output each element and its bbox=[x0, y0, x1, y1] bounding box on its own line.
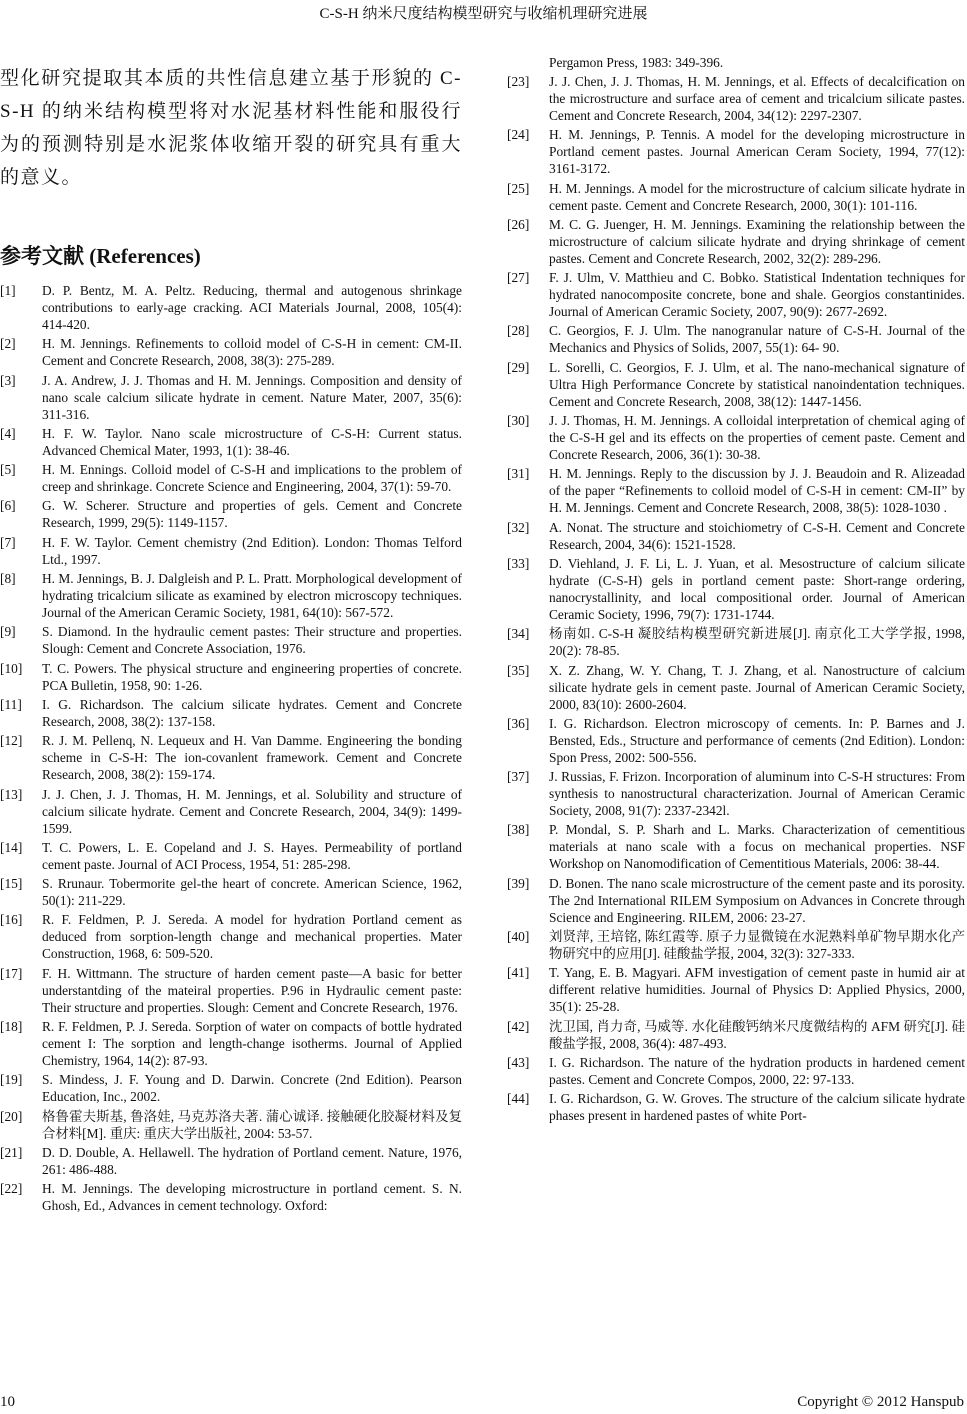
page-number: 10 bbox=[0, 1394, 15, 1410]
reference-text: J. Russias, F. Frizon. Incorporation of aluminum into C-S-H structures: From synthesis to nanostructural characterization. Journal of American Ceramic Society, 2008, 91(7): 2337-2342l. bbox=[549, 769, 965, 819]
copyright: Copyright © 2012 Hanspub bbox=[797, 1394, 964, 1410]
reference-text: S. Mindess, J. F. Young and D. Darwin. Concrete (2nd Edition). Pearson Education, Inc., 2002. bbox=[42, 1072, 462, 1105]
reference-list-right bbox=[507, 73, 965, 1124]
reference-text: 沈卫国, 肖力奇, 马威等. 水化硅酸钙纳米尺度微结构的 AFM 研究[J]. 硅酸盐学报, 2008, 36(4): 487-493. bbox=[549, 1018, 965, 1051]
reference-number: [3] bbox=[0, 372, 16, 388]
reference-text: H. F. W. Taylor. Cement chemistry (2nd Edition). London: Thomas Telford Ltd., 1997. bbox=[42, 534, 462, 567]
reference-text: H. M. Ennings. Colloid model of C-S-H and implications to the problem of creep and shrinkage. Concrete Science and Engineering, 2004, 37(1): 59-70. bbox=[42, 462, 462, 495]
reference-number: [9] bbox=[0, 624, 16, 640]
reference-number: [27] bbox=[507, 270, 530, 286]
reference-text: H. M. Jennings, B. J. Dalgleish and P. L. Pratt. Morphological development of hydrating tricalcium silicate as examined by electron microscopy techniques. Journal of the American Ceramic Society, 1981, 64(10): 567-572. bbox=[42, 571, 462, 621]
reference-item bbox=[0, 786, 462, 837]
reference-text: H. M. Jennings. A model for the microstructure of calcium silicate hydrate in cement paste. Cement and Concrete Research, 2000, 30(1): 101-116. bbox=[549, 180, 965, 213]
reference-item bbox=[0, 839, 462, 873]
reference-item bbox=[0, 732, 462, 783]
reference-text: T. C. Powers. The physical structure and engineering properties of concrete. PCA Bulletin, 1958, 90: 1-26. bbox=[42, 660, 462, 693]
reference-item bbox=[507, 662, 965, 713]
reference-number: [8] bbox=[0, 571, 16, 587]
reference-number: [28] bbox=[507, 323, 530, 339]
reference-number: [19] bbox=[0, 1072, 23, 1088]
left-column bbox=[0, 62, 462, 1217]
reference-text: R. J. M. Pellenq, N. Lequeux and H. Van Damme. Engineering the bonding scheme in C-S-H: The ion-covanlent framework. Cement and Concrete Research, 2008, 38(2): 159-174. bbox=[42, 733, 462, 783]
reference-item bbox=[0, 497, 462, 531]
reference-item bbox=[0, 623, 462, 657]
reference-item bbox=[507, 768, 965, 819]
reference-item bbox=[507, 821, 965, 872]
reference-text: F. H. Wittmann. The structure of harden cement paste—A basic for better understantding of the mateiral properties. P.96 in Hydraulic cement paste: Their structure and properties. Slough: Cement and Concrete Research, 1976. bbox=[42, 965, 462, 1015]
reference-item bbox=[0, 875, 462, 909]
reference-text: H. M. Jennings, P. Tennis. A model for the developing microstructure in Portland cement pastes. Journal American Ceram Society, 1994, 77(12): 3161-3172. bbox=[549, 127, 965, 177]
reference-list-left bbox=[0, 282, 462, 1214]
reference-text: C. Georgios, F. J. Ulm. The nanogranular nature of C-S-H. Journal of the Mechanics and Physics of Solids, 2007, 55(1): 64- 90. bbox=[549, 323, 965, 356]
reference-text: 格鲁霍夫斯基, 鲁洛娃, 马克苏洛夫著. 蒲心诚译. 接触硬化胶凝材料及复合材料[M]. 重庆: 重庆大学出版社, 2004: 53-57. bbox=[42, 1108, 462, 1141]
reference-item bbox=[507, 964, 965, 1015]
reference-item bbox=[507, 322, 965, 356]
reference-text: L. Sorelli, C. Georgios, F. J. Ulm, et al. The nano-mechanical signature of Ultra High Performance Concrete by statistical nanoindentation techniques. Cement and Concrete Research, 2008, 38(12): 1447-1456. bbox=[549, 359, 965, 409]
reference-number: [13] bbox=[0, 786, 23, 802]
reference-number: [34] bbox=[507, 626, 530, 642]
reference-item bbox=[0, 696, 462, 730]
reference-text: I. G. Richardson. The nature of the hydration products in hardened cement pastes. Cement and Concrete Compos, 2000, 22: 97-133. bbox=[549, 1054, 965, 1087]
reference-number: [35] bbox=[507, 662, 530, 678]
reference-number: [26] bbox=[507, 216, 530, 232]
reference-number: [21] bbox=[0, 1144, 23, 1160]
reference-number: [40] bbox=[507, 929, 530, 945]
reference-text: I. G. Richardson, G. W. Groves. The structure of the calcium silicate hydrate phases present in hardened pastes of white Port- bbox=[549, 1091, 965, 1124]
reference-text: F. J. Ulm, V. Matthieu and C. Bobko. Statistical Indentation techniques for hydrated nanocomposite concrete, bone and shale. Georgios constantinides. Journal of American Ceramic Society, 2007, 90(9): 2677-2692. bbox=[549, 270, 965, 320]
reference-number: [20] bbox=[0, 1108, 23, 1124]
reference-item bbox=[507, 928, 965, 962]
reference-item bbox=[507, 715, 965, 766]
reference-text: 杨南如. C-S-H 凝胶结构模型研究新进展[J]. 南京化工大学学报, 1998, 20(2): 78-85. bbox=[549, 626, 965, 659]
reference-text: J. J. Thomas, H. M. Jennings. A colloidal interpretation of chemical aging of the C-S-H gel and its effects on the properties of cement paste. Cement and Concrete Research, 2006, 36(1): 30-38. bbox=[549, 413, 965, 463]
reference-number: [39] bbox=[507, 875, 530, 891]
reference-text: H. M. Jennings. The developing microstructure in portland cement. S. N. Ghosh, Ed., Advances in cement technology. Oxford: bbox=[42, 1181, 462, 1214]
reference-item bbox=[0, 372, 462, 423]
reference-item bbox=[507, 180, 965, 214]
reference-continuation: Pergamon Press, 1983: 349-396. bbox=[549, 55, 724, 70]
reference-text: M. C. G. Juenger, H. M. Jennings. Examining the relationship between the microstructure of calcium silicate hydrate and drying shrinkage of cement pastes. Cement and Concrete Research, 2002, 32(2): 289-296. bbox=[549, 216, 965, 266]
reference-item bbox=[0, 965, 462, 1016]
reference-number: [42] bbox=[507, 1018, 530, 1034]
reference-item bbox=[507, 359, 965, 410]
reference-number: [16] bbox=[0, 912, 23, 928]
reference-text: H. F. W. Taylor. Nano scale microstructure of C-S-H: Current status. Advanced Chemical Mater, 1993, 1(1): 38-46. bbox=[42, 425, 462, 458]
reference-number: [23] bbox=[507, 74, 530, 89]
reference-text: 刘贤萍, 王培铭, 陈红霞等. 原子力显微镜在水泥熟料单矿物早期水化产物研究中的应用[J]. 硅酸盐学报, 2004, 32(3): 327-333. bbox=[549, 929, 965, 962]
reference-item bbox=[0, 534, 462, 568]
reference-number: [41] bbox=[507, 965, 530, 981]
reference-text: I. G. Richardson. Electron microscopy of cements. In: P. Barnes and J. Bensted, Eds., Structure and performance of cements (2nd Edition). London: Spon Press, 2002: 500-556. bbox=[549, 715, 965, 765]
reference-text: T. Yang, E. B. Magyari. AFM investigation of cement paste in humid air at different relative humidities. Journal of Physics D: Applied Physics, 2000, 35(1): 25-28. bbox=[549, 965, 965, 1015]
reference-text: P. Mondal, S. P. Sharh and L. Marks. Characterization of cementitious materials at nano scale with a focus on mechanical properties. NSF Workshop on Nanomodification of Cementitious Materials, 2006: 38-44. bbox=[549, 822, 965, 872]
reference-item bbox=[0, 425, 462, 459]
reference-item bbox=[0, 461, 462, 495]
reference-item bbox=[507, 465, 965, 516]
reference-text: H. M. Jennings. Reply to the discussion by J. J. Beaudoin and R. Alizeadad of the paper “Refinements to colloid model of C-S-H in cement: CM-II” by H. M. Jennings. Cement and Concrete Research, 2008, 38(5): 1028-1030 . bbox=[549, 466, 965, 516]
reference-text: D. D. Double, A. Hellawell. The hydration of Portland cement. Nature, 1976, 261: 486-488. bbox=[42, 1144, 462, 1177]
reference-text: S. Diamond. In the hydraulic cement pastes: Their structure and properties. Slough: Cement and Concrete Association, 1976. bbox=[42, 624, 462, 657]
reference-item bbox=[0, 1071, 462, 1105]
reference-item bbox=[507, 625, 965, 659]
reference-item bbox=[507, 519, 965, 553]
reference-item bbox=[0, 1180, 462, 1214]
reference-number: [43] bbox=[507, 1054, 530, 1070]
reference-number: [24] bbox=[507, 127, 530, 143]
reference-text: H. M. Jennings. Refinements to colloid model of C-S-H in cement: CM-II. Cement and Concrete Research, 2008, 38(3): 275-289. bbox=[42, 336, 462, 369]
reference-item bbox=[0, 660, 462, 694]
reference-text: J. J. Chen, J. J. Thomas, H. M. Jennings, et al. Solubility and structure of calcium silicate hydrate. Cement and Concrete Research, 2004, 34(9): 1499-1599. bbox=[42, 786, 462, 836]
running-header: C-S-H 纳米尺度结构模型研究与收缩机理研究进展 bbox=[319, 6, 648, 22]
reference-number: [44] bbox=[507, 1091, 530, 1107]
reference-text: D. Bonen. The nano scale microstructure of the cement paste and its porosity. The 2nd International RILEM Symposium on Advances in Concrete through Science and Engineering. RILEM, 2006: 23-27. bbox=[549, 875, 965, 925]
reference-item bbox=[507, 216, 965, 267]
reference-item bbox=[507, 1054, 965, 1088]
reference-number: [38] bbox=[507, 822, 530, 838]
reference-text: R. F. Feldmen, P. J. Sereda. A model for hydration Portland cement as deduced from sorption-length change and mechanical properties. Mater Construction, 1968, 6: 509-520. bbox=[42, 912, 462, 962]
intro-paragraph: 型化研究提取其本质的共性信息建立基于形貌的 C-S-H 的纳米结构模型将对水泥基材料性能和服役行为的预测特别是水泥浆体收缩开裂的研究具有重大的意义。 bbox=[0, 68, 462, 188]
reference-item bbox=[0, 1144, 462, 1178]
reference-number: [14] bbox=[0, 839, 23, 855]
reference-text: D. P. Bentz, M. A. Peltz. Reducing, thermal and autogenous shrinkage contributions to early-age cracking. ACI Materials Journal, 2008, 105(4): 414-420. bbox=[42, 283, 462, 332]
reference-number: [18] bbox=[0, 1019, 23, 1035]
reference-number: [37] bbox=[507, 769, 530, 785]
reference-item bbox=[507, 126, 965, 177]
reference-item bbox=[507, 269, 965, 320]
reference-item bbox=[507, 555, 965, 623]
reference-number: [32] bbox=[507, 519, 530, 535]
reference-item bbox=[0, 282, 462, 333]
reference-number: [15] bbox=[0, 876, 23, 892]
reference-item bbox=[507, 875, 965, 926]
reference-item bbox=[507, 73, 965, 124]
references-heading: 参考文献 (References) bbox=[0, 244, 201, 268]
reference-text: J. J. Chen, J. J. Thomas, H. M. Jennings, et al. Effects of decalcification on the microstructure and surface area of cement and tricalcium silicate pastes. Cement and Concrete Research, 2004, 34(12): 2297-2307. bbox=[549, 74, 965, 123]
reference-text: I. G. Richardson. The calcium silicate hydrates. Cement and Concrete Research, 2008, 38(2): 137-158. bbox=[42, 696, 462, 729]
reference-number: [12] bbox=[0, 733, 23, 749]
reference-text: R. F. Feldmen, P. J. Sereda. Sorption of water on compacts of bottle hydrated cement I: The sorption and length-change isotherms. Journal of Applied Chemistry, 1964, 14(2): 87-93. bbox=[42, 1019, 462, 1069]
reference-number: [7] bbox=[0, 534, 16, 550]
reference-number: [31] bbox=[507, 466, 530, 482]
reference-item bbox=[507, 1090, 965, 1124]
reference-item bbox=[507, 1018, 965, 1052]
reference-number: [10] bbox=[0, 660, 23, 676]
reference-text: D. Viehland, J. F. Li, L. J. Yuan, et al. Mesostructure of calcium silicate hydrate (C-S-H) gels in portland cement paste: Short-range ordering, nanocrystallinity, and local compositional order. Journal of American Ceramic Society, 1996, 79(7): 1731-1744. bbox=[549, 555, 965, 622]
reference-number: [17] bbox=[0, 965, 23, 981]
reference-item bbox=[0, 911, 462, 962]
reference-number: [33] bbox=[507, 555, 530, 571]
reference-number: [25] bbox=[507, 180, 530, 196]
reference-text: X. Z. Zhang, W. Y. Chang, T. J. Zhang, et al. Nanostructure of calcium silicate hydrate gels in cement paste. Journal of American Ceramic Society, 2000, 83(10): 2600-2604. bbox=[549, 662, 965, 712]
reference-number: [2] bbox=[0, 336, 16, 352]
reference-number: [29] bbox=[507, 359, 530, 375]
reference-number: [5] bbox=[0, 462, 16, 478]
reference-text: T. C. Powers, L. E. Copeland and J. S. Hayes. Permeability of portland cement paste. Journal of ACI Process, 1954, 51: 285-298. bbox=[42, 839, 462, 872]
reference-item bbox=[507, 412, 965, 463]
reference-text: G. W. Scherer. Structure and properties of gels. Cement and Concrete Research, 1999, 29(5): 1149-1157. bbox=[42, 498, 462, 531]
reference-number: [22] bbox=[0, 1181, 23, 1197]
reference-number: [30] bbox=[507, 413, 530, 429]
reference-number: [6] bbox=[0, 498, 16, 514]
reference-text: S. Rrunaur. Tobermorite gel-the heart of concrete. American Science, 1962, 50(1): 211-229. bbox=[42, 876, 462, 909]
right-column bbox=[507, 54, 965, 1127]
reference-item bbox=[0, 335, 462, 369]
reference-text: J. A. Andrew, J. J. Thomas and H. M. Jennings. Composition and density of nano scale calcium silicate hydrate in cement. Nature Mater, 2007, 35(6): 311-316. bbox=[42, 372, 462, 422]
reference-number: [4] bbox=[0, 425, 16, 441]
reference-text: A. Nonat. The structure and stoichiometry of C-S-H. Cement and Concrete Research, 2004, 34(6): 1521-1528. bbox=[549, 519, 965, 552]
reference-number: [1] bbox=[0, 283, 16, 298]
reference-number: [11] bbox=[0, 696, 22, 712]
reference-item bbox=[0, 1018, 462, 1069]
reference-item bbox=[0, 1108, 462, 1142]
reference-number: [36] bbox=[507, 715, 530, 731]
reference-item bbox=[0, 570, 462, 621]
